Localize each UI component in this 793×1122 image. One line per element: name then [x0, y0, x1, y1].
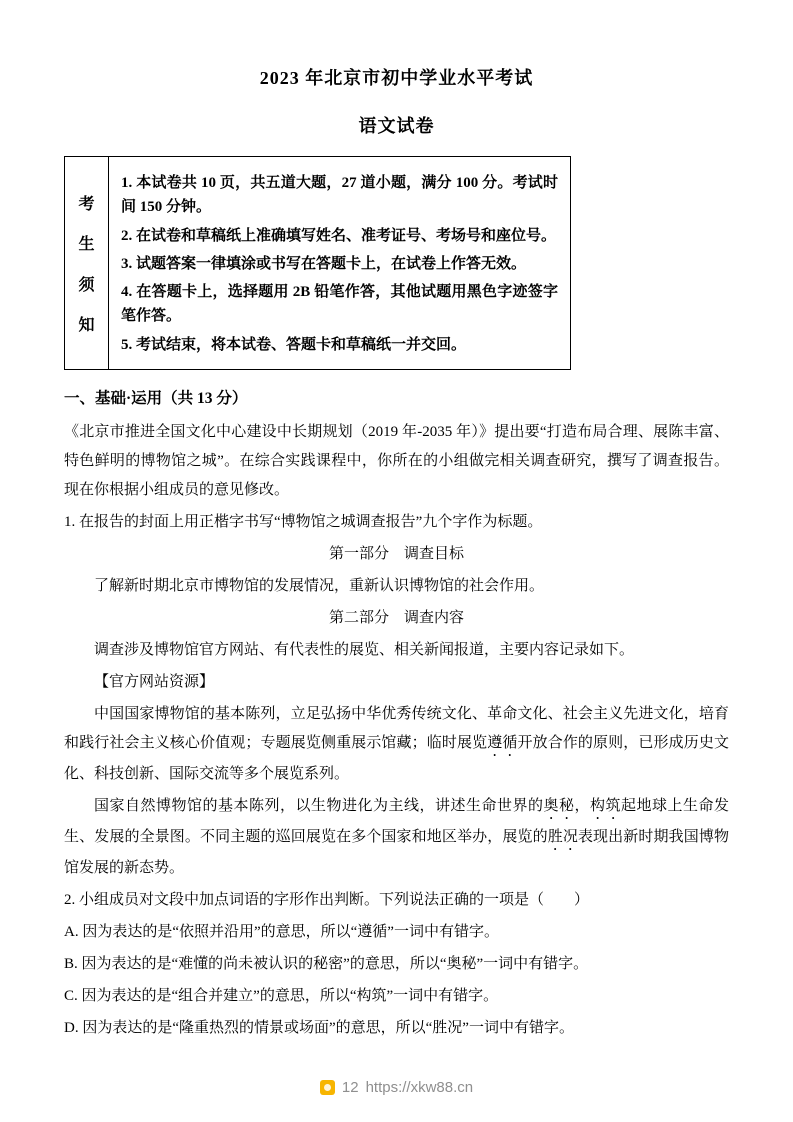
emphasized-word: 构筑 — [589, 798, 621, 815]
exam-title: 2023 年北京市初中学业水平考试 — [259, 68, 534, 88]
question-1 — [64, 508, 729, 537]
section-heading: 一、基础·运用（共 13 分） — [64, 390, 248, 408]
text-segment: 1. 在报告的封面上用正楷字书写“博物馆之城调查报告”九个字作为标题。 — [64, 514, 543, 531]
text-segment: C. 因为表达的是“组合并建立”的意思，所以“构筑”一词中有错字。 — [64, 988, 499, 1005]
text-segment: 开放合作的原则，已形成历史文化、科技创新、国际交流等多个展览系列。 — [64, 735, 729, 783]
page-footer — [0, 1079, 793, 1096]
notice-side-char: 考 — [78, 195, 95, 213]
emphasized-word: 胜况 — [547, 829, 578, 846]
notice-side-char: 生 — [78, 236, 95, 254]
text-segment: 了解新时期北京市博物馆的发展情况，重新认识博物馆的社会作用。 — [94, 578, 545, 595]
notice-item: 2. 在试卷和草稿纸上准确填写姓名、准考证号、考场号和座位号。 — [121, 227, 557, 244]
text-segment: ， — [574, 798, 590, 815]
text-segment: B. 因为表达的是“难懂的尚未被认识的秘密”的意思，所以“奥秘”一词中有错字。 — [64, 956, 589, 973]
emphasized-word: 奥秘 — [543, 798, 575, 815]
notice-item: 5. 考试结束，将本试卷、答题卡和草稿纸一并交回。 — [121, 336, 467, 353]
xkw-logo-icon — [320, 1080, 335, 1095]
national-museum-paragraph — [64, 700, 729, 789]
notice-side-label — [65, 157, 109, 369]
text-segment: 第二部分 调查内容 — [328, 610, 464, 627]
text-segment: 国家自然博物馆的基本陈列，以生物进化为主线，讲述生命世界的 — [94, 798, 544, 815]
option-a — [64, 918, 729, 947]
question-2 — [64, 886, 729, 915]
option-c — [64, 982, 729, 1011]
part-2-text — [64, 636, 729, 665]
option-d — [64, 1014, 729, 1043]
notice-side-char: 须 — [78, 276, 95, 294]
page-number: 12 — [341, 1079, 359, 1096]
text-segment: D. 因为表达的是“隆重热烈的情景或场面”的意思，所以“胜况”一词中有错字。 — [64, 1020, 574, 1037]
text-segment: 调查涉及博物馆官方网站、有代表性的展览、相关新闻报道，主要内容记录如下。 — [94, 642, 635, 659]
text-segment: 表现出新时期我国博物馆发展的新态势。 — [64, 829, 729, 877]
notice-item: 3. 试题答案一律填涂或书写在答题卡上，在试卷上作答无效。 — [121, 255, 527, 272]
exam-subtitle: 语文试卷 — [358, 116, 435, 136]
intro-paragraph — [64, 418, 729, 505]
footer-url-link[interactable]: https://xkw88.cn — [365, 1079, 474, 1096]
text-segment: 起地球上生命发生、发展的全景图。不同主题的巡回展览在多个国家和地区举办，展览的 — [64, 798, 729, 846]
natural-museum-paragraph — [64, 792, 729, 883]
text-segment: A. 因为表达的是“依照并沿用”的意思，所以“遵循”一词中有错字。 — [64, 924, 499, 941]
notice-items — [109, 157, 570, 369]
notice-side-char: 知 — [78, 317, 95, 335]
part-2-heading — [64, 604, 729, 633]
notice-item: 4. 在答题卡上，选择题用 2B 铅笔作答，其他试题用黑色字迹签字笔作答。 — [121, 284, 558, 325]
text-segment: 2. 小组成员对文段中加点词语的字形作出判断。下列说法正确的一项是（ ） — [64, 892, 590, 909]
notice-item: 1. 本试卷共 10 页，共五道大题，27 道小题，满分 100 分。考试时间 150 分钟。 — [121, 175, 558, 216]
part-1-text — [64, 572, 729, 601]
text-segment: 《北京市推进全国文化中心建设中长期规划（2019 年-2035 年）》提出要“打造布局合理、展陈丰富、特色鲜明的博物馆之城”。在综合实践课程中，你所在的小组做完相关调查研究，撰写了调查报告。现在你根据小组成员的意见修改。 — [64, 424, 729, 499]
emphasized-word: 遵循 — [487, 735, 518, 752]
content-blocks — [64, 418, 729, 1043]
text-segment: 【官方网站资源】 — [94, 674, 215, 691]
text-segment: 第一部分 调查目标 — [328, 546, 464, 563]
website-resources-label — [64, 668, 729, 697]
candidate-notice-box — [64, 156, 571, 370]
part-1-heading — [64, 540, 729, 569]
text-segment: 中国国家博物馆的基本陈列，立足弘扬中华优秀传统文化、革命文化、社会主义先进文化，培育和践行社会主义核心价值观；专题展览侧重展示馆藏；临时展览 — [64, 706, 729, 752]
option-b — [64, 950, 729, 979]
